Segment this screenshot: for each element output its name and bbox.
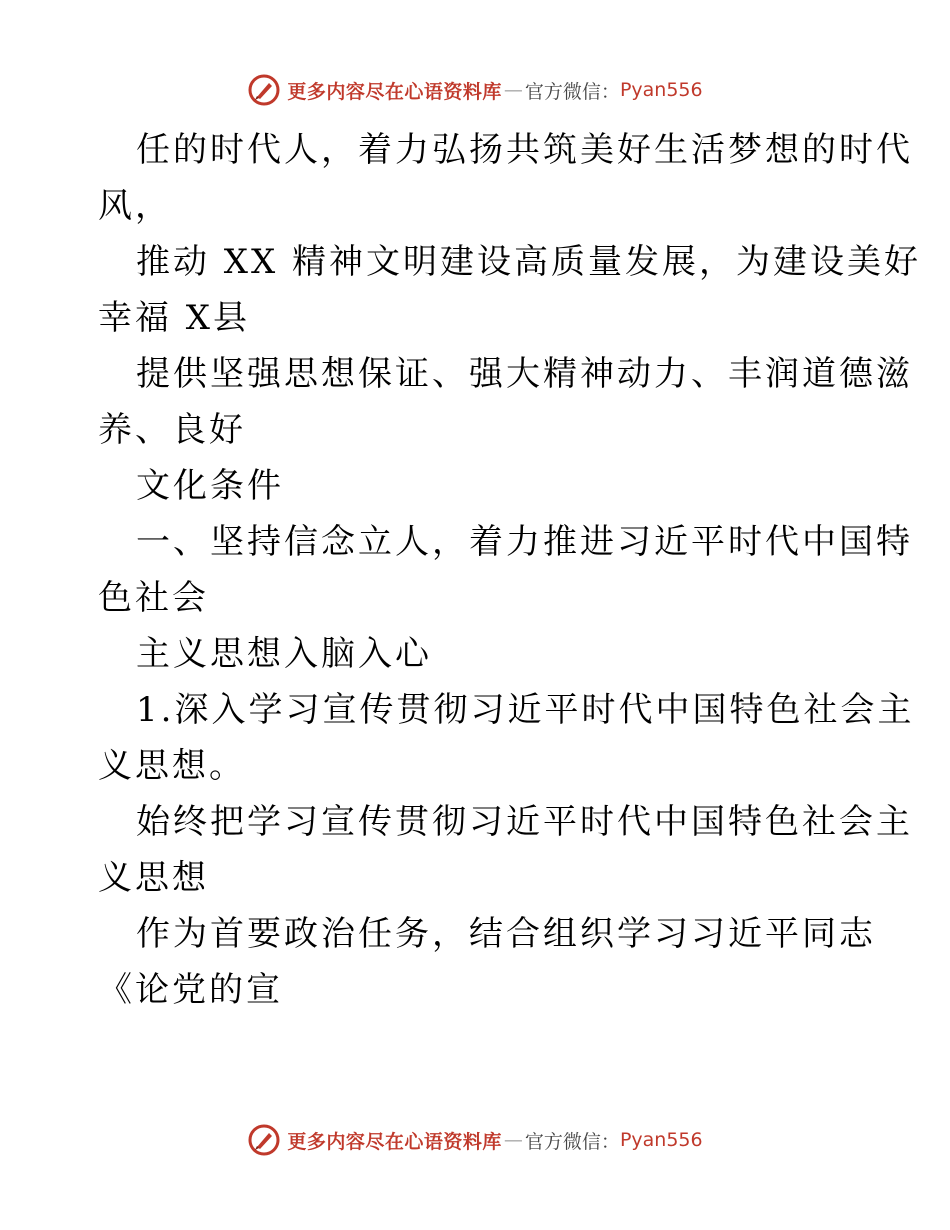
paragraph-line: 文化条件: [136, 466, 284, 506]
paragraph-line: 任的时代人，着力弘扬共筑美好生活梦想的时代: [136, 130, 913, 170]
watermark-account-id: Pyan556: [619, 1129, 703, 1151]
paragraph-line: 提供坚强思想保证、强大精神动力、丰润道德滋: [136, 354, 913, 394]
paragraph-line: 作为首要政治任务，结合组织学习习近平同志: [136, 914, 876, 954]
paragraph: [98, 122, 913, 234]
paragraph: [98, 234, 922, 346]
paragraph: [98, 346, 913, 458]
paragraph: [98, 906, 876, 1018]
paragraph-line: 主义思想入脑入心: [136, 634, 432, 674]
watermark-main-text: 更多内容尽在心语资料库: [287, 1130, 502, 1153]
watermark-main-text: 更多内容尽在心语资料库: [287, 80, 502, 103]
watermark-separator: —: [503, 79, 523, 101]
paragraph-line: 《论党的宣: [98, 970, 283, 1010]
footer-watermark: [0, 1120, 950, 1160]
paragraph: [98, 626, 858, 682]
document-body: [98, 122, 922, 1018]
paragraph: [98, 682, 915, 794]
paragraph: [98, 514, 913, 626]
paragraph-line: 1.深入学习宣传贯彻习近平时代中国特色社会主: [136, 690, 915, 730]
paragraph: [98, 794, 913, 906]
header-watermark: [0, 70, 950, 110]
paragraph-line: 始终把学习宣传贯彻习近平时代中国特色社会主: [136, 802, 913, 842]
paragraph-line: 一、坚持信念立人，着力推进习近平时代中国特: [136, 522, 913, 562]
paragraph-line: 义思想。: [98, 746, 246, 786]
watermark-account-id: Pyan556: [619, 79, 703, 101]
pen-nib-logo-icon: [247, 73, 281, 107]
watermark-account-label: 官方微信：: [524, 80, 620, 103]
watermark-separator: —: [503, 1129, 523, 1151]
paragraph-line: 推动 XX 精神文明建设高质量发展，为建设美好: [136, 242, 922, 282]
paragraph-line: 色社会: [98, 578, 209, 618]
pen-nib-logo-icon: [247, 1123, 281, 1157]
paragraph: [98, 458, 858, 514]
watermark-account-label: 官方微信：: [524, 1130, 620, 1153]
paragraph-line: 义思想: [98, 858, 209, 898]
paragraph-line: 养、良好: [98, 410, 246, 450]
paragraph-line: 风，: [98, 186, 172, 226]
paragraph-line: 幸福 X县: [98, 298, 251, 338]
